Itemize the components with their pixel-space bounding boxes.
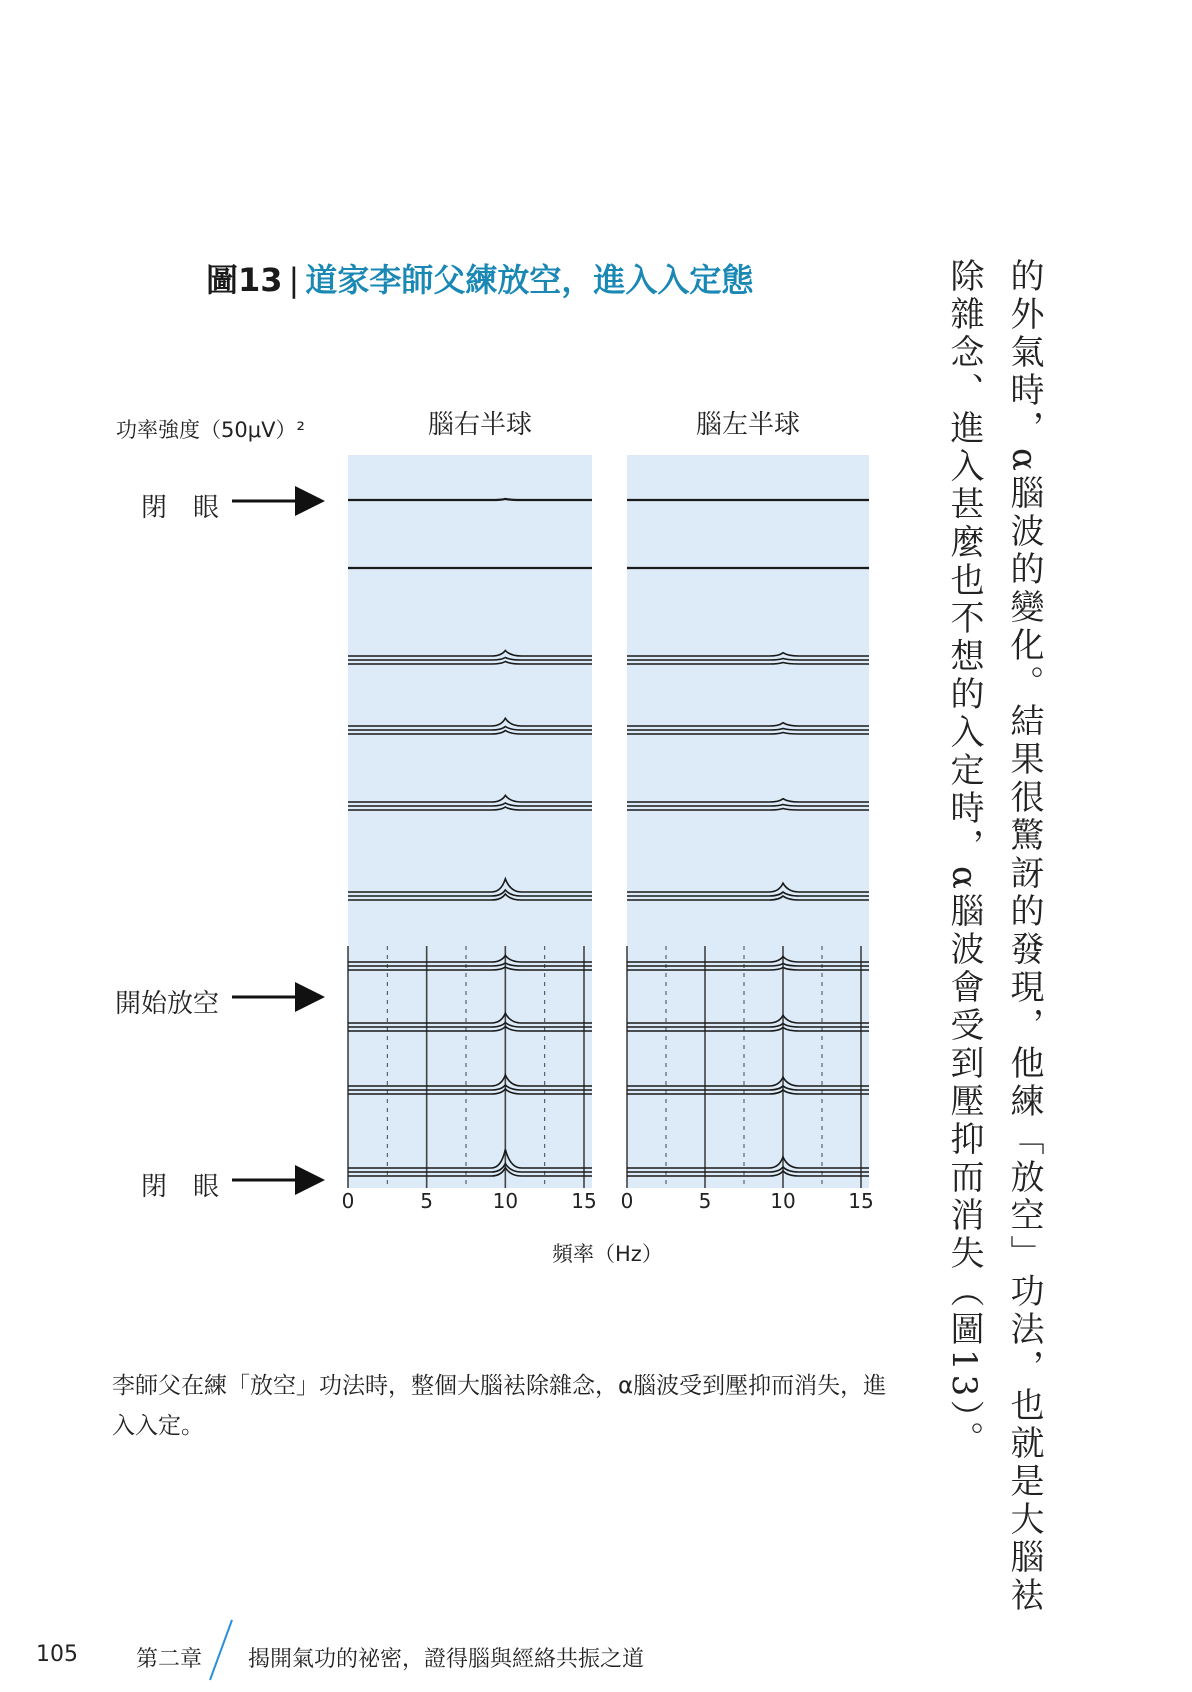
page-number: 105: [36, 1642, 78, 1667]
x-tick-label: 10: [492, 1189, 519, 1213]
body-text-column-2: 除雜念、進入甚麼也不想的入定時，α腦波會受到壓抑而消失（圖13）。: [944, 258, 984, 1460]
right-hemisphere-title: 腦右半球: [428, 410, 533, 440]
y-axis-label: 功率強度（50μV）²: [116, 418, 305, 442]
footer-slash-icon: [206, 1618, 236, 1682]
footer-chapter: 第二章: [136, 1647, 203, 1672]
panel-right-hemisphere: [348, 455, 592, 1188]
x-tick-label: 5: [698, 1189, 712, 1213]
x-tick-label: 10: [770, 1189, 796, 1213]
row-label-eyes-closed-top: 閉 眼: [141, 493, 220, 523]
panel-background: [627, 455, 869, 1188]
row-label-start-emptying: 開始放空: [115, 989, 220, 1019]
x-tick-label: 15: [848, 1189, 874, 1213]
title-separator: |: [288, 261, 300, 299]
body-text-column-1: 的外氣時，α腦波的變化。結果很驚訝的發現，他練「放空」功法，也就是大腦袪: [1004, 258, 1044, 1615]
x-axis-ticks: [342, 1189, 874, 1213]
x-tick-label: 15: [571, 1189, 597, 1213]
x-tick-label: 0: [620, 1189, 634, 1213]
panel-background: [348, 455, 592, 1188]
footer-chapter-title: 揭開氣功的祕密，證得腦與經絡共振之道: [248, 1647, 645, 1672]
x-tick-label: 0: [341, 1189, 355, 1213]
spectrum-trace: [348, 499, 592, 500]
row-label-eyes-closed-bottom: 閉 眼: [141, 1172, 220, 1202]
figure-number: 圖13: [206, 261, 283, 299]
figure-title-text: 道家李師父練放空，進入入定態: [305, 261, 754, 299]
panel-left-hemisphere: [627, 455, 869, 1188]
figure-caption: 李師父在練「放空」功法時，整個大腦袪除雜念，α腦波受到壓抑而消失，進入入定。: [112, 1373, 887, 1439]
x-tick-label: 5: [420, 1189, 434, 1213]
x-axis-label: 頻率（Hz）: [552, 1242, 663, 1266]
left-hemisphere-title: 腦左半球: [696, 410, 801, 440]
